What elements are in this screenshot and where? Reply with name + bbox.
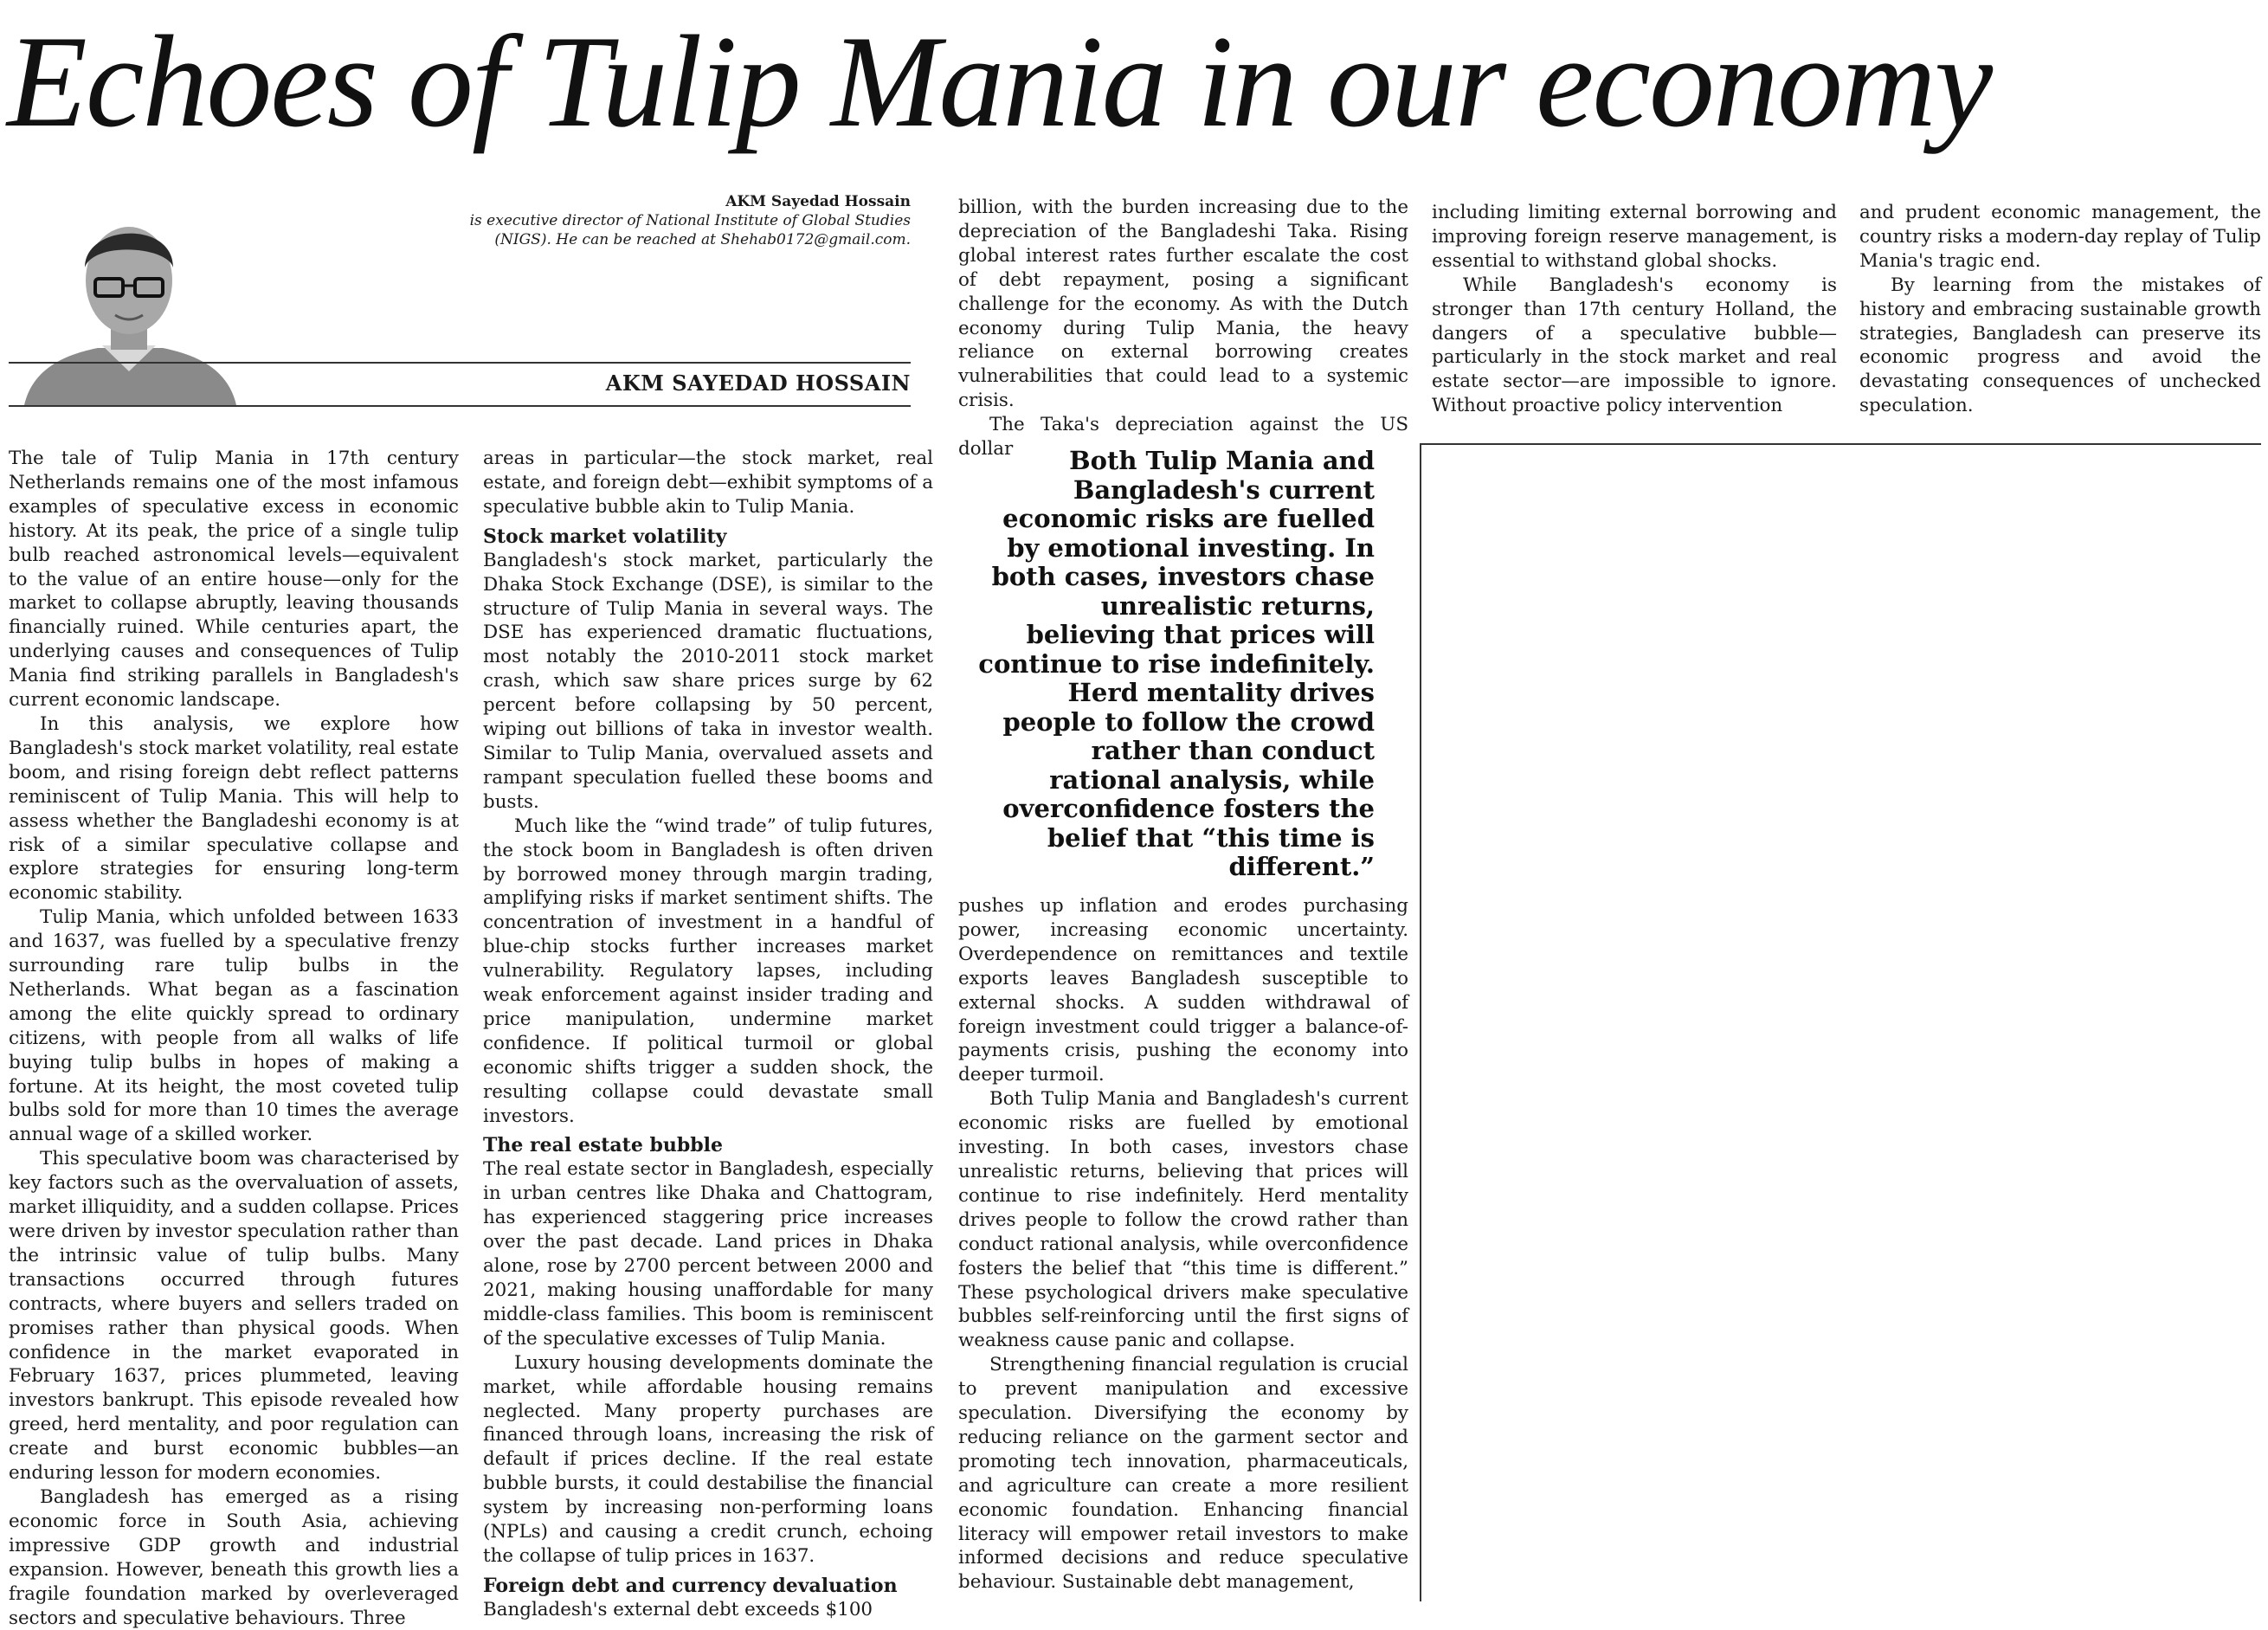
paragraph: The Taka's depreciation against the US dollar (958, 414, 1408, 461)
author-name: AKM Sayedad Hossain (725, 193, 911, 210)
paragraph: pushes up inflation and erodes purchasing power, increasing economic uncertainty. Overdependence on remittances and textile exports leaves Bangladesh susceptible to external shocks. A sudden withdrawal of foreign investment could trigger a balance-of-payments crisis, pushing the economy into deeper turmoil. (958, 895, 1408, 1086)
paragraph: This speculative boom was characterised by key factors such as the overvaluation of assets, market illiquidity, and a sudden collapse. Prices were driven by investor speculation rather than the intrinsic value of tulip bulbs. Many transactions occurred through futures contracts, where buyers and sellers traded on promises rather than physical goods. When confidence in the market evaporated in February 1637, prices plummeted, leaving investors bankrupt. This episode revealed how greed, herd mentality, and poor regulation can create and burst economic bubbles—an enduring lesson for modern economies. (9, 1148, 459, 1485)
author-photo (16, 194, 242, 405)
paragraph: While Bangladesh's economy is stronger than 17th century Holland, the dangers of a speculative bubble—particularly in the stock market and real estate sector—are impossible to ignore. Without proactive policy intervention (1432, 274, 1837, 417)
author-bio-block (426, 192, 911, 249)
paragraph: Bangladesh has emerged as a rising economic force in South Asia, achieving impressive GDP growth and industrial expansion. However, beneath this growth lies a fragile foundation marked by overleveraged sectors and speculative behaviours. Three (9, 1485, 459, 1629)
paragraph: Bangladesh's external debt exceeds $100 (483, 1598, 873, 1620)
section-rule (1420, 443, 2261, 445)
column-rule (1420, 445, 1421, 1601)
paragraph: Much like the “wind trade” of tulip futures, the stock boom in Bangladesh is often driven by borrowed money through margin trading, amplifying risks if market sentiment shifts. The concentration of investment in a handful of blue-chip stocks further increases market vulnerability. Regulatory lapses, including weak enforcement against insider trading and price manipulation, undermine market confidence. If political turmoil or global economic shifts trigger a sudden shock, the resulting collapse could devastate small investors. (483, 815, 933, 1127)
headline: Echoes of Tulip Mania in our economy (7, 9, 1992, 154)
column-1 (9, 447, 459, 1630)
paragraph: including limiting external borrowing and improving foreign reserve management, is essential to withstand global shocks. (1432, 202, 1837, 272)
paragraph: The tale of Tulip Mania in 17th century Netherlands remains one of the most infamous examples of speculative excess in economic history. At its peak, the price of a single tulip bulb reached astronomical levels—equivalent to the value of an entire house—only for the market to collapse abruptly, leaving thousands financially ruined. While centuries apart, the underlying causes and consequences of Tulip Mania find striking parallels in Bangladesh's current economic landscape. (9, 448, 459, 712)
paragraph: In this analysis, we explore how Bangladesh's stock market volatility, real estate boom, and rising foreign debt reflect patterns reminiscent of Tulip Mania. This will help to assess whether the Bangladeshi economy is at risk of a similar speculative collapse and explore strategies for ensuring long-term economic stability. (9, 712, 459, 905)
column-3-top (958, 196, 1408, 461)
paragraph: Bangladesh's stock market, particularly the Dhaka Stock Exchange (DSE), is similar to the structure of Tulip Mania in several ways. The DSE has experienced dramatic fluctuations, most notably the 2010-2011 stock market crash, which saw share prices surge by 62 percent before collapsing by 50 percent, wiping out billions of taka in investor wealth. Similar to Tulip Mania, overvalued assets and rampant speculation fuelled these booms and busts. (483, 549, 933, 813)
paragraph: Tulip Mania, which unfolded between 1633 and 1637, was fuelled by a speculative frenzy surrounding rare tulip bulbs in the Netherlands. What began as a fascination among the elite quickly spread to ordinary citizens, with people from all walks of life buying tulip bulbs in hopes of making a fortune. At its height, the most coveted tulip bulbs sold for more than 10 times the average annual wage of a skilled worker. (9, 906, 459, 1146)
column-2 (483, 447, 933, 1622)
column-5 (1859, 201, 2261, 418)
pull-quote: Both Tulip Mania and Bangladesh's current economic risks are fuelled by emotional investing. In both cases, investors chase unrealistic returns, believing that prices will continue to rise indefinitely. Herd mentality drives people to follow the crowd rather than conduct rational analysis, while overconfidence fosters the belief that “this time is different.” (978, 446, 1375, 881)
byline-rule (9, 362, 911, 364)
subheading-foreign-debt: Foreign debt and currency devaluation (483, 1574, 898, 1597)
paragraph: Both Tulip Mania and Bangladesh's current economic risks are fuelled by emotional investing. In both cases, investors chase unrealistic returns, believing that prices will continue to rise indefinitely. Herd mentality drives people to follow the crowd rather than conduct rational analysis, while overconfidence fosters the belief that “this time is different.” These psychological drivers make speculative bubbles self-reinforcing until the first signs of weakness cause panic and collapse. (958, 1088, 1408, 1352)
column-4 (1432, 201, 1837, 418)
byline-rule-bottom (9, 405, 911, 407)
paragraph: Strengthening financial regulation is crucial to prevent manipulation and excessive speculation. Diversifying the economy by reducing reliance on the garment sector and promoting tech innovation, pharmaceuticals, and agriculture can create a more resilient economic foundation. Enhancing financial literacy will empower retail investors to make informed decisions and reduce speculative behaviour. Sustainable debt management, (958, 1354, 1408, 1594)
paragraph: billion, with the burden increasing due to the depreciation of the Bangladeshi Taka. Rising global interest rates further escalate the cost of debt repayment, posing a significant challenge for the economy. As with the Dutch economy during Tulip Mania, the heavy reliance on external borrowing creates vulnerabilities that could lead to a systemic crisis. (958, 197, 1408, 412)
paragraph: The real estate sector in Bangladesh, especially in urban centres like Dhaka and Chattogram, has experienced staggering price increases over the past decade. Land prices in Dhaka alone, rose by 2700 percent between 2000 and 2021, making housing unaffordable for many middle-class families. This boom is reminiscent of the speculative excesses of Tulip Mania. (483, 1158, 933, 1350)
paragraph: Luxury housing developments dominate the market, while affordable housing remains neglected. Many property purchases are financed through loans, increasing the risk of default if prices decline. If the real estate bubble bursts, it could destabilise the financial system by increasing non-performing loans (NPLs) and causing a credit crunch, echoing the collapse of tulip prices in 1637. (483, 1351, 933, 1567)
subheading-stock-market: Stock market volatility (483, 525, 727, 548)
paragraph: areas in particular—the stock market, real estate, and foreign debt—exhibit symptoms of a speculative bubble akin to Tulip Mania. (483, 448, 933, 518)
subheading-real-estate: The real estate bubble (483, 1134, 723, 1157)
column-3-bottom (958, 894, 1408, 1595)
paragraph: and prudent economic management, the country risks a modern-day replay of Tulip Mania's tragic end. (1859, 202, 2261, 272)
paragraph: By learning from the mistakes of history and embracing sustainable growth strategies, Bangladesh can preserve its economic progress and avoid the devastating consequences of unchecked speculation. (1859, 274, 2261, 417)
author-caption: AKM SAYEDAD HOSSAIN (605, 370, 911, 396)
author-bio: is executive director of National Institute of Global Studies (NIGS). He can be reached at Shehab0172@gmail.com. (469, 212, 911, 248)
